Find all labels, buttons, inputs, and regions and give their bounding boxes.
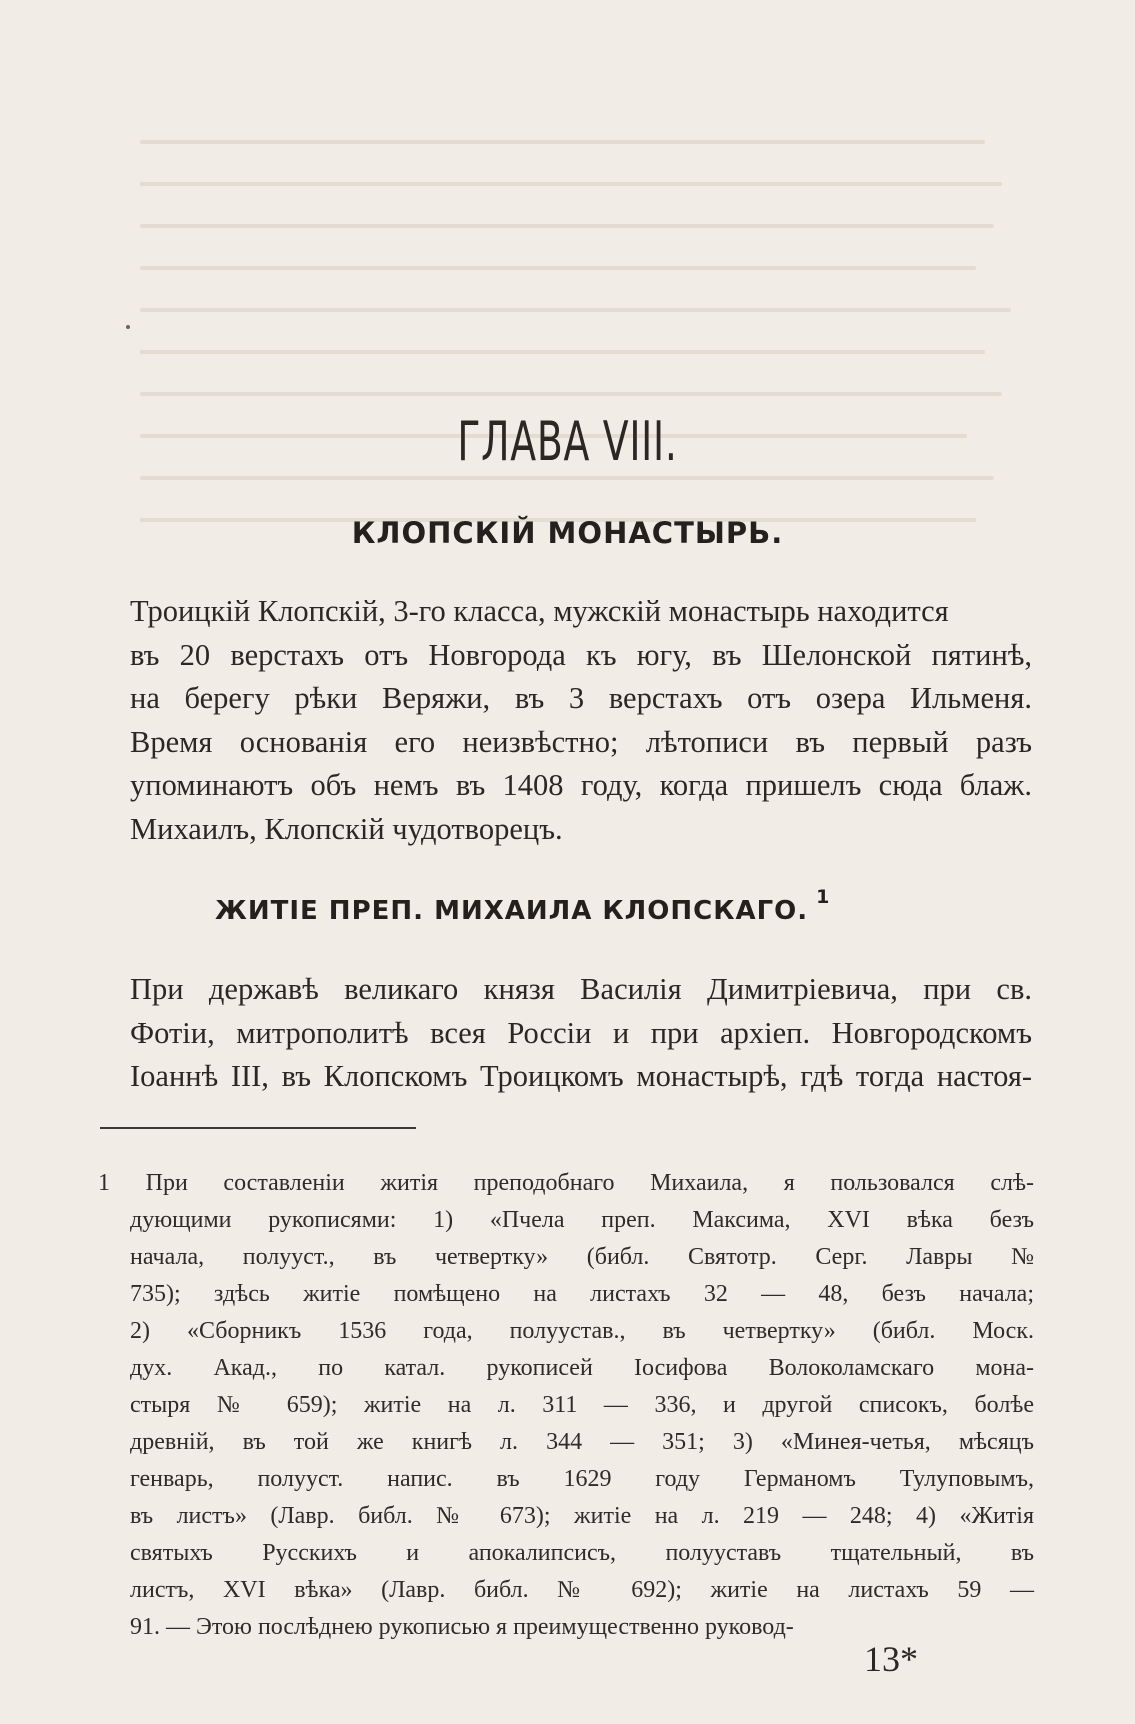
- text-line: Іоаннѣ III, въ Клопскомъ Троицкомъ монастырѣ, гдѣ тогда настоя-: [130, 1059, 1032, 1093]
- footnote-line: 91. — Этою послѣднею рукописью я преимущественно руковод-: [130, 1614, 794, 1640]
- footnote-line: святыхъ Русскихъ и апокалипсисъ, полууставъ тщательный, въ: [130, 1540, 1034, 1566]
- life-heading-text: ЖИТІЕ ПРЕП. МИХАИЛА КЛОПСКАГО.: [215, 896, 809, 926]
- footnote-divider: [100, 1127, 416, 1129]
- footnote-line: дующими рукописями: 1) «Пчела преп. Максима, XVI вѣка безъ: [130, 1207, 1034, 1233]
- text-line: въ 20 верстахъ отъ Новгорода къ югу, въ Шелонской пятинѣ,: [130, 637, 1032, 672]
- footnote-line: генварь, полууст. напис. въ 1629 году Германомъ Тулуповымъ,: [130, 1466, 1034, 1492]
- life-paragraph: [130, 968, 1032, 1099]
- footnote-line: начала, полууст., въ четвертку» (библ. Святотр. Серг. Лавры №: [130, 1244, 1034, 1270]
- intro-paragraph: [130, 590, 1032, 851]
- footnote-line: стыря № 659); житіе на л. 311 — 336, и другой списокъ, болѣе: [130, 1392, 1034, 1418]
- text-line: При державѣ великаго князя Василія Димитріевича, при св.: [130, 972, 1032, 1006]
- footnote-line: 1 При составленіи житія преподобнаго Михаила, я пользовался слѣ-: [98, 1170, 1034, 1196]
- text-line: на берегу рѣки Веряжи, въ 3 верстахъ отъ озера Ильменя.: [130, 681, 1032, 715]
- footnote-line: въ листъ» (Лавр. библ. № 673); житіе на л. 219 — 248; 4) «Житія: [130, 1503, 1034, 1529]
- signature-mark: 13*: [864, 1639, 918, 1679]
- ink-speck: [126, 325, 130, 329]
- footnote: [98, 1165, 1034, 1646]
- footnote-line: 2) «Сборникъ 1536 года, полуустав., въ четвертку» (библ. Моск.: [130, 1318, 1034, 1344]
- footnote-line: древній, въ той же книгѣ л. 344 — 351; 3) «Минея-четья, мѣсяцъ: [130, 1429, 1034, 1455]
- chapter-title: ГЛАВА VIII.: [457, 410, 678, 473]
- footnote-marker: 1: [816, 886, 831, 908]
- text-line: упоминаютъ объ немъ въ 1408 году, когда пришелъ сюда блаж.: [130, 768, 1032, 802]
- text-line: Михаилъ, Клопскій чудотворецъ.: [130, 811, 563, 846]
- footnote-line: листъ, XVI вѣка» (Лавр. библ. № 692); житіе на листахъ 59 —: [130, 1577, 1034, 1603]
- text-line: Время основанія его неизвѣстно; лѣтописи въ первый разъ: [130, 724, 1032, 759]
- text-line: Фотіи, митрополитѣ всея Россіи и при архіеп. Новгородскомъ: [130, 1015, 1032, 1050]
- footnote-line: 735); здѣсь житіе помѣщено на листахъ 32 — 48, безъ начала;: [130, 1281, 1034, 1307]
- text-line: Троицкій Клопскій, 3-го класса, мужскій монастырь находится: [130, 594, 949, 628]
- life-heading: [215, 886, 975, 926]
- footnote-line: дух. Акад., по катал. рукописей Іосифова Волоколамскаго мона-: [130, 1355, 1034, 1381]
- monastery-heading: КЛОПСКІЙ МОНАСТЫРЬ.: [351, 516, 784, 550]
